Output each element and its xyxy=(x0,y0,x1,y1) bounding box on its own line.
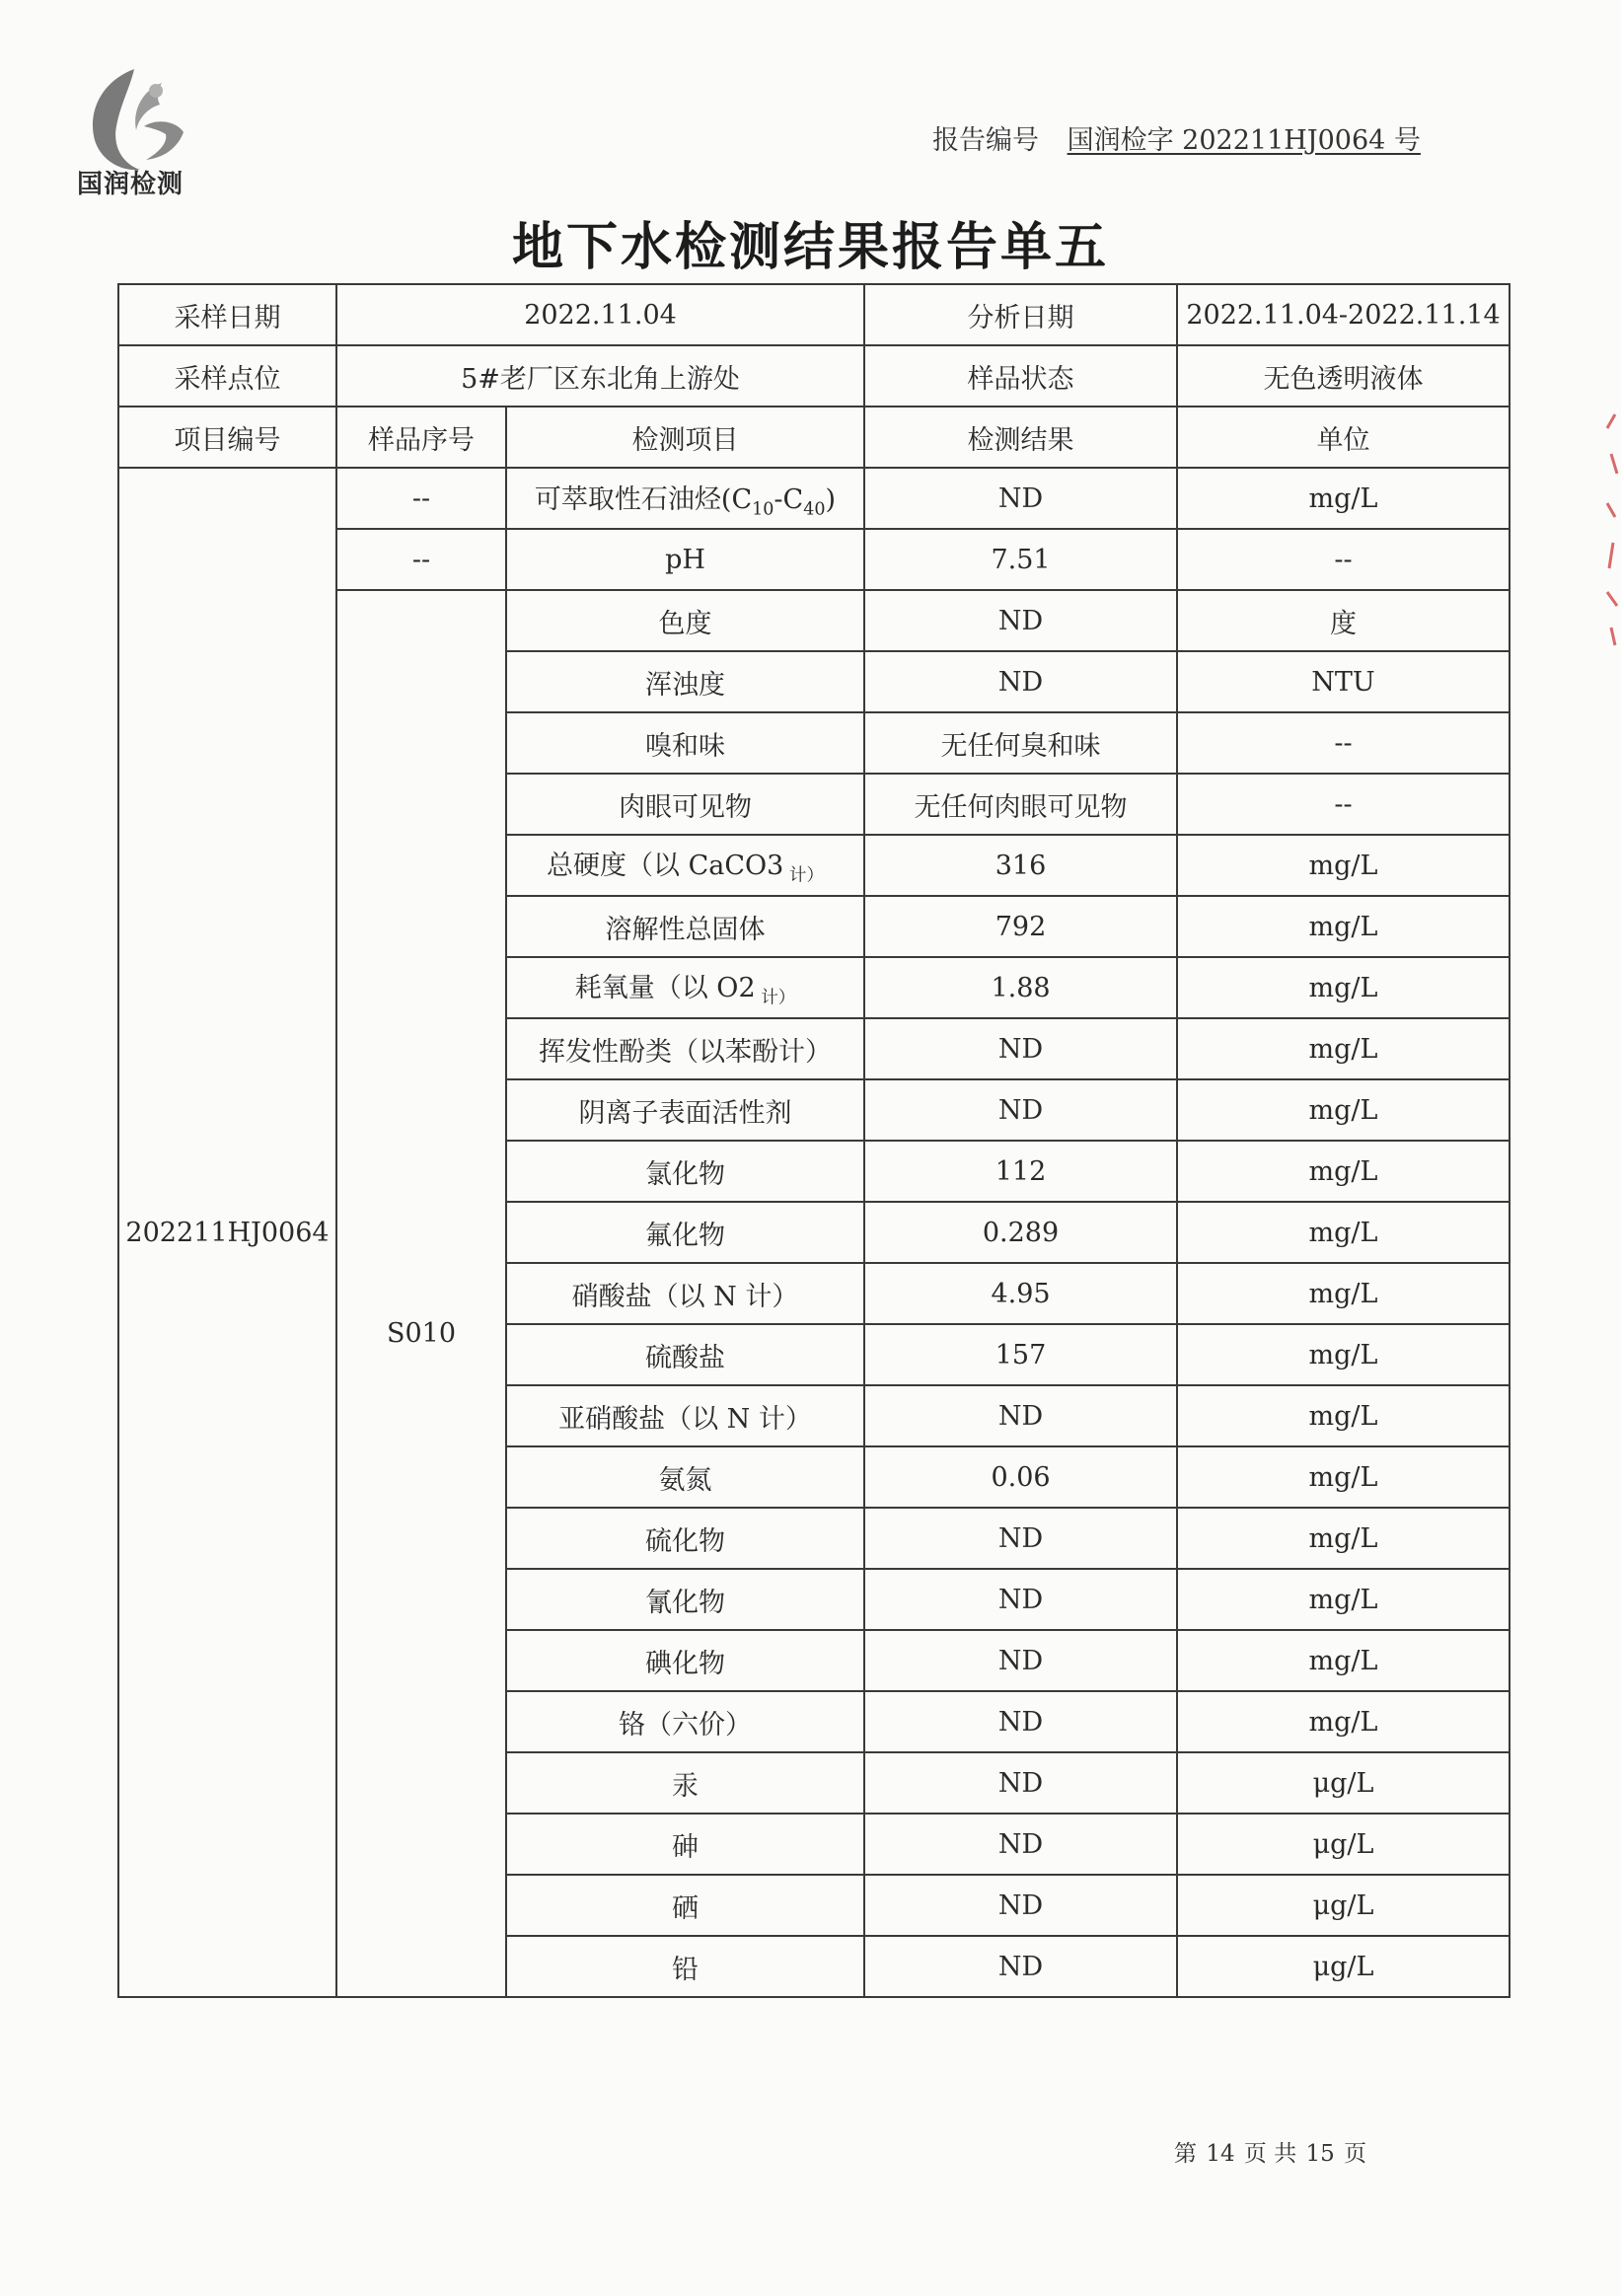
item-label: 浑浊度 xyxy=(645,669,725,701)
item-cell xyxy=(506,957,864,1018)
result-cell: 112 xyxy=(864,1141,1177,1202)
table-row xyxy=(118,468,1510,529)
project-no-value: 202211HJ0064 xyxy=(118,468,336,1997)
unit-cell: -- xyxy=(1177,774,1510,835)
item-cell xyxy=(506,1202,864,1263)
item-cell xyxy=(506,1141,864,1202)
item-label: 碘化物 xyxy=(645,1648,725,1679)
item-cell xyxy=(506,1079,864,1141)
item-label: 氯化物 xyxy=(645,1158,725,1190)
item-cell xyxy=(506,468,864,529)
item-label: 阴离子表面活性剂 xyxy=(578,1097,792,1129)
unit-cell: mg/L xyxy=(1177,1263,1510,1324)
unit-cell: μg/L xyxy=(1177,1936,1510,1997)
item-label-part: -C xyxy=(774,483,804,515)
item-label: pH xyxy=(665,544,705,575)
unit-cell: mg/L xyxy=(1177,1385,1510,1446)
item-cell xyxy=(506,1936,864,1997)
item-label-part: ) xyxy=(825,483,837,515)
item-cell xyxy=(506,774,864,835)
result-cell: ND xyxy=(864,1875,1177,1936)
result-cell: ND xyxy=(864,1079,1177,1141)
page-prefix: 第 xyxy=(1174,2141,1197,2167)
item-label: 砷 xyxy=(672,1831,699,1863)
result-cell: ND xyxy=(864,1569,1177,1630)
item-label-part: (C xyxy=(720,483,753,515)
unit-cell: -- xyxy=(1177,712,1510,774)
unit-cell: -- xyxy=(1177,529,1510,590)
item-label: 氨氮 xyxy=(658,1464,712,1496)
result-cell: ND xyxy=(864,468,1177,529)
unit-cell: mg/L xyxy=(1177,1508,1510,1569)
item-cell xyxy=(506,1018,864,1079)
result-cell: 无任何臭和味 xyxy=(864,712,1177,774)
result-cell: ND xyxy=(864,1630,1177,1691)
sample-state-label: 样品状态 xyxy=(864,345,1177,407)
item-label: 汞 xyxy=(672,1770,699,1802)
item-label: 铬（六价） xyxy=(619,1709,752,1741)
item-cell xyxy=(506,1875,864,1936)
item-label: 硫酸盐 xyxy=(645,1342,725,1373)
col-header-item: 检测项目 xyxy=(506,407,864,468)
result-cell: ND xyxy=(864,1385,1177,1446)
item-label: 氟化物 xyxy=(645,1220,725,1251)
item-label: 氰化物 xyxy=(645,1587,725,1618)
sampling-point-label: 采样点位 xyxy=(118,345,336,407)
unit-cell: 度 xyxy=(1177,590,1510,651)
result-cell: 316 xyxy=(864,835,1177,896)
item-label: 铅 xyxy=(672,1954,699,1985)
item-label: 总硬度（以 CaCO xyxy=(547,851,768,882)
unit-cell: mg/L xyxy=(1177,1202,1510,1263)
item-label: 亚硝酸盐（以 N 计） xyxy=(558,1403,812,1435)
sampling-date-label: 采样日期 xyxy=(118,284,336,345)
analysis-date-value: 2022.11.04-2022.11.14 xyxy=(1177,284,1510,345)
seal-stamp-edge-icon xyxy=(1601,395,1621,651)
item-label-part: 3 xyxy=(767,851,784,882)
item-cell xyxy=(506,896,864,957)
item-cell xyxy=(506,1385,864,1446)
item-label: 硒 xyxy=(672,1892,699,1924)
page-current: 14 xyxy=(1206,2141,1235,2167)
unit-cell: mg/L xyxy=(1177,1569,1510,1630)
column-header-row xyxy=(118,407,1510,468)
unit-cell: NTU xyxy=(1177,651,1510,712)
col-header-result: 检测结果 xyxy=(864,407,1177,468)
item-label: 耗氧量（以 O xyxy=(574,973,739,1004)
unit-cell: μg/L xyxy=(1177,1875,1510,1936)
item-label: 溶解性总固体 xyxy=(605,914,766,945)
sampling-point-value: 5#老厂区东北角上游处 xyxy=(336,345,864,407)
unit-cell: mg/L xyxy=(1177,468,1510,529)
result-cell: 7.51 xyxy=(864,529,1177,590)
result-cell: ND xyxy=(864,590,1177,651)
unit-cell: mg/L xyxy=(1177,1446,1510,1508)
result-cell: ND xyxy=(864,651,1177,712)
item-label: 硫化物 xyxy=(645,1525,725,1557)
result-cell: 1.88 xyxy=(864,957,1177,1018)
item-cell xyxy=(506,1569,864,1630)
result-cell: ND xyxy=(864,1508,1177,1569)
unit-cell: mg/L xyxy=(1177,957,1510,1018)
item-label: 色度 xyxy=(658,608,712,639)
item-label: 硝酸盐（以 N 计） xyxy=(571,1281,799,1312)
group-sample-no: S010 xyxy=(336,590,506,1997)
page-mid: 页 共 xyxy=(1243,2141,1297,2167)
report-number xyxy=(932,118,1421,157)
col-header-unit: 单位 xyxy=(1177,407,1510,468)
unit-cell: mg/L xyxy=(1177,1079,1510,1141)
result-cell: ND xyxy=(864,1814,1177,1875)
item-label-part: 2 xyxy=(738,973,756,1004)
sample-no-cell: -- xyxy=(336,468,506,529)
report-number-label: 报告编号 xyxy=(932,125,1039,156)
item-cell xyxy=(506,529,864,590)
item-label: 可萃取性石油烃 xyxy=(534,483,721,515)
unit-cell: mg/L xyxy=(1177,1141,1510,1202)
item-cell xyxy=(506,1691,864,1752)
item-cell xyxy=(506,1630,864,1691)
col-header-project-no: 项目编号 xyxy=(118,407,336,468)
item-label: 挥发性酚类（以苯酚计） xyxy=(539,1036,832,1068)
sampling-date-value: 2022.11.04 xyxy=(336,284,864,345)
item-label-part: 10 xyxy=(752,499,774,520)
item-cell xyxy=(506,651,864,712)
page-title: 地下水检测结果报告单五 xyxy=(511,218,1109,277)
info-row-sampling-point xyxy=(118,345,1510,407)
item-cell xyxy=(506,712,864,774)
result-cell: 4.95 xyxy=(864,1263,1177,1324)
item-label: 嗅和味 xyxy=(645,730,725,762)
item-label-part: 计） xyxy=(783,865,824,886)
item-cell xyxy=(506,1814,864,1875)
item-cell xyxy=(506,835,864,896)
result-cell: ND xyxy=(864,1936,1177,1997)
result-cell: 157 xyxy=(864,1324,1177,1385)
unit-cell: mg/L xyxy=(1177,896,1510,957)
result-cell: 792 xyxy=(864,896,1177,957)
item-label-part: 40 xyxy=(803,499,826,520)
col-header-sample-no: 样品序号 xyxy=(336,407,506,468)
result-cell: ND xyxy=(864,1691,1177,1752)
unit-cell: mg/L xyxy=(1177,1324,1510,1385)
report-number-value: 国润检字 202211HJ0064 号 xyxy=(1067,125,1421,156)
item-cell xyxy=(506,1263,864,1324)
unit-cell: mg/L xyxy=(1177,1630,1510,1691)
page-suffix: 页 xyxy=(1344,2141,1367,2167)
results-table xyxy=(117,283,1510,1998)
result-cell: ND xyxy=(864,1752,1177,1814)
item-label: 肉眼可见物 xyxy=(619,791,752,823)
analysis-date-label: 分析日期 xyxy=(864,284,1177,345)
item-cell xyxy=(506,1752,864,1814)
result-cell: 无任何肉眼可见物 xyxy=(864,774,1177,835)
unit-cell: mg/L xyxy=(1177,1691,1510,1752)
item-label-part: 计） xyxy=(755,988,796,1008)
page-footer xyxy=(1174,2135,1366,2168)
unit-cell: μg/L xyxy=(1177,1752,1510,1814)
unit-cell: mg/L xyxy=(1177,835,1510,896)
page-total: 15 xyxy=(1305,2141,1335,2167)
sample-no-cell: -- xyxy=(336,529,506,590)
info-row-sampling-date xyxy=(118,284,1510,345)
sample-state-value: 无色透明液体 xyxy=(1177,345,1510,407)
unit-cell: μg/L xyxy=(1177,1814,1510,1875)
result-cell: 0.289 xyxy=(864,1202,1177,1263)
item-cell xyxy=(506,1446,864,1508)
result-cell: 0.06 xyxy=(864,1446,1177,1508)
item-cell xyxy=(506,1324,864,1385)
unit-cell: mg/L xyxy=(1177,1018,1510,1079)
result-cell: ND xyxy=(864,1018,1177,1079)
logo-text: 国润检测 xyxy=(77,170,184,199)
item-cell xyxy=(506,1508,864,1569)
item-cell xyxy=(506,590,864,651)
